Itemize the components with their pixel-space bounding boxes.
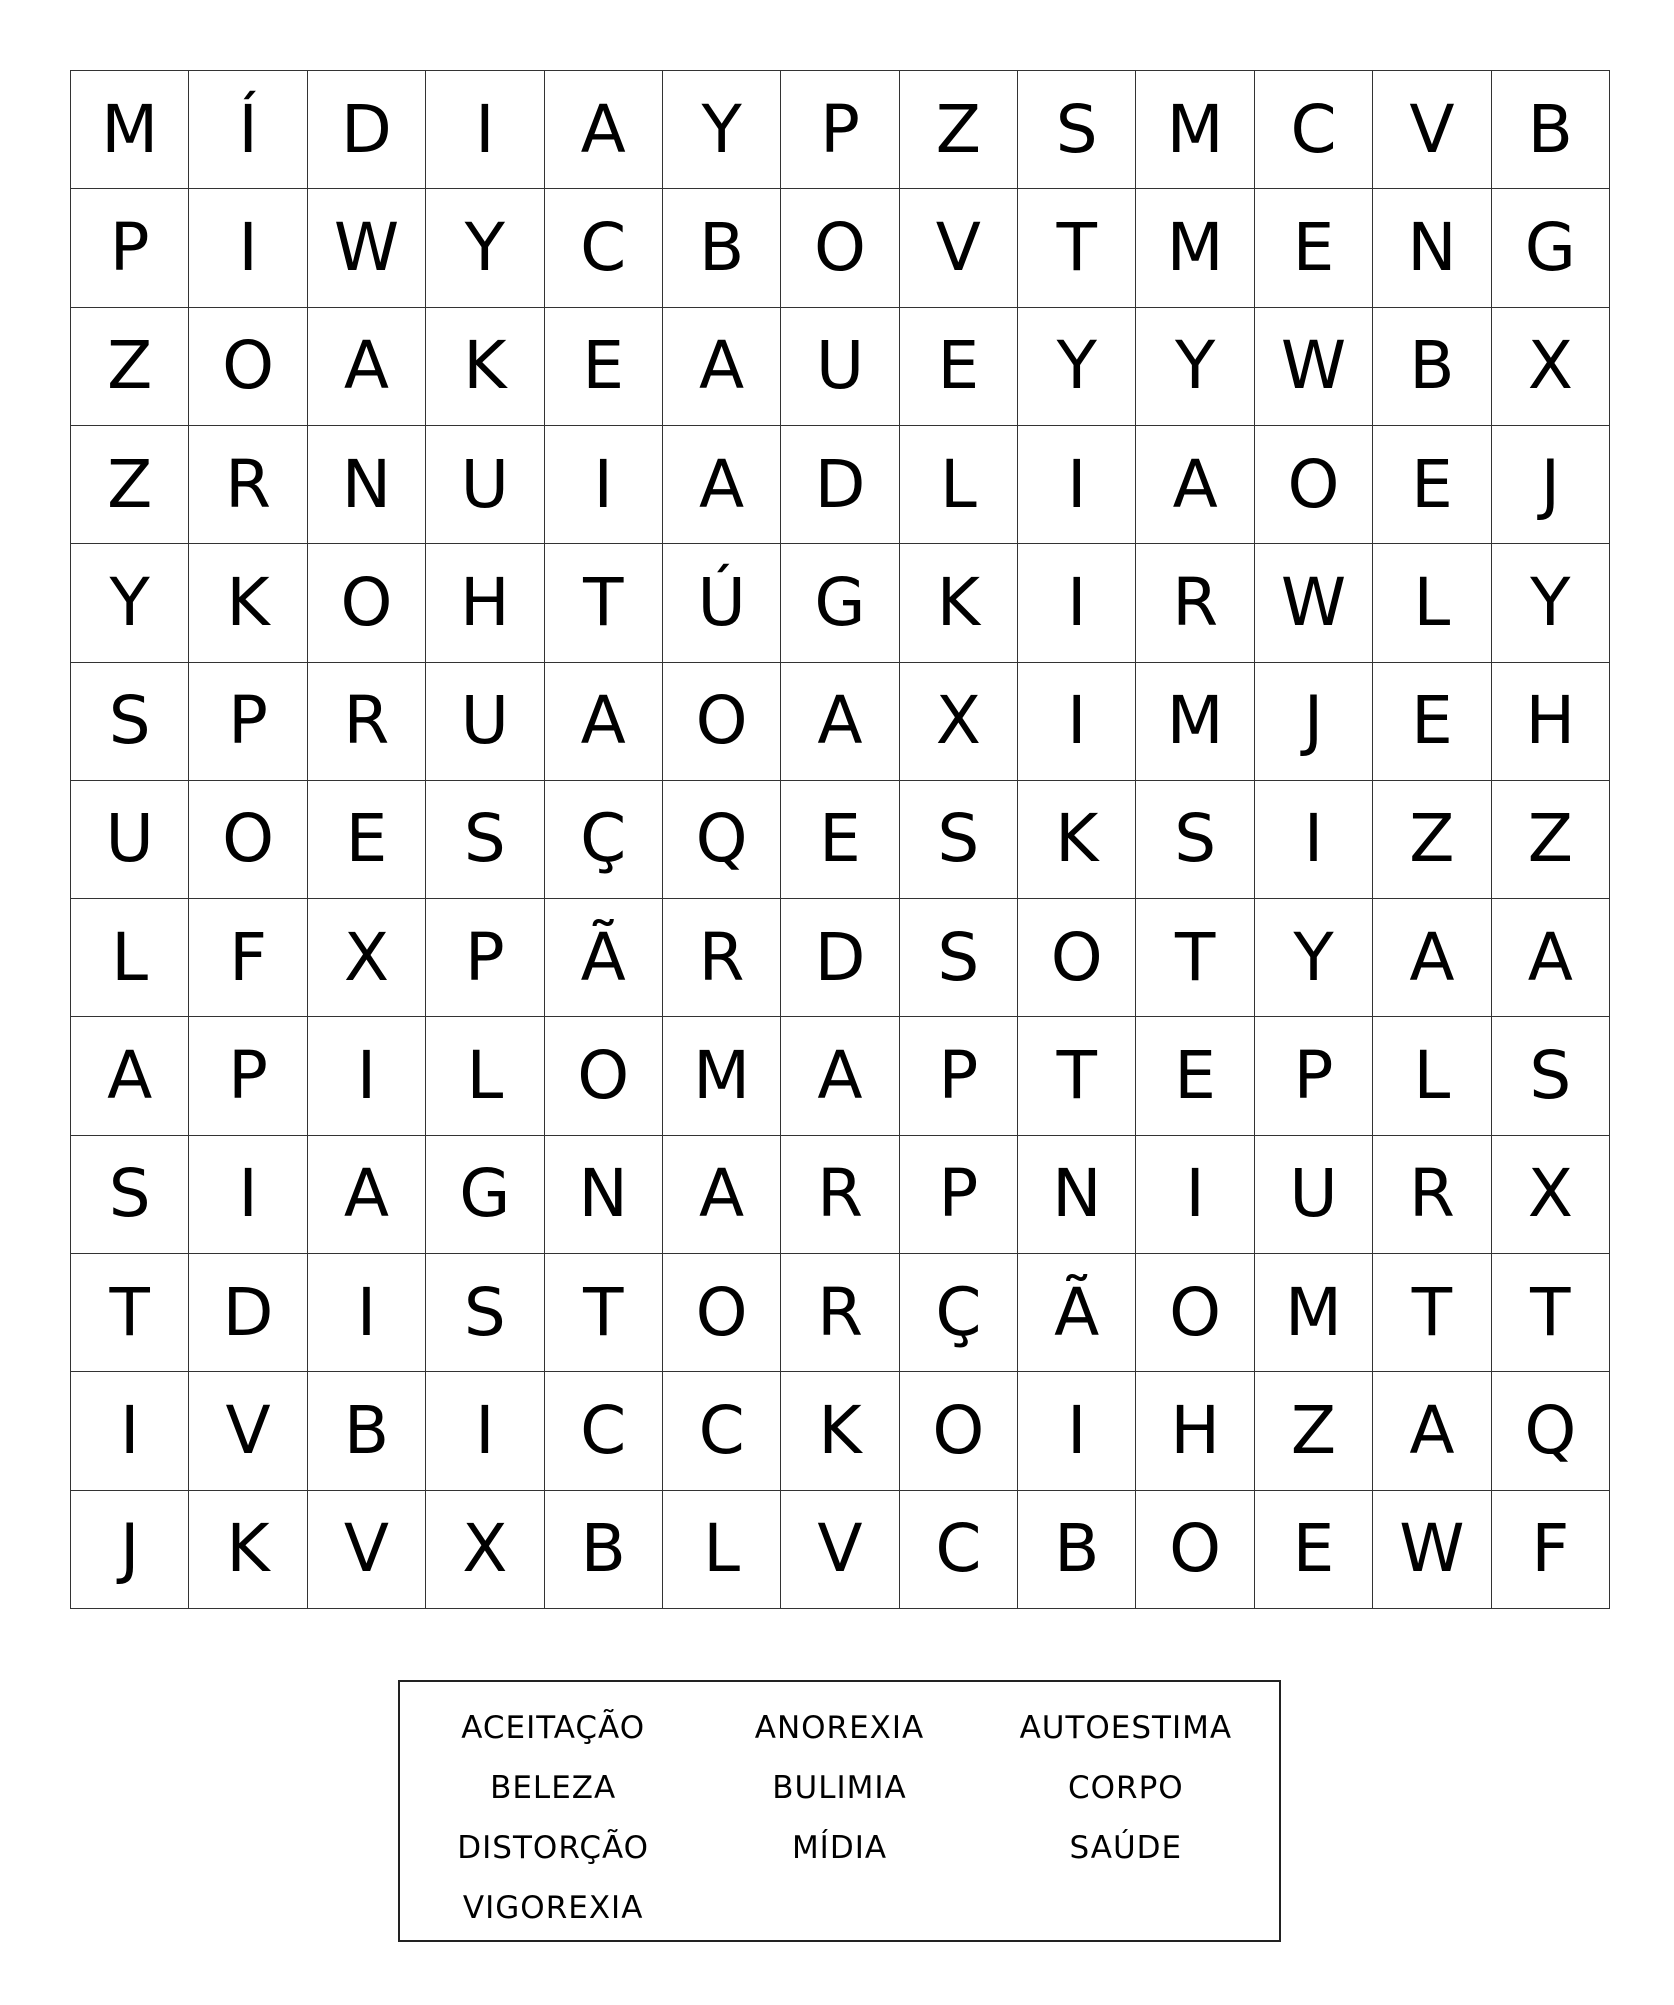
grid-cell[interactable]: A bbox=[663, 426, 781, 544]
grid-cell[interactable]: Z bbox=[1492, 781, 1610, 899]
grid-cell[interactable]: R bbox=[308, 663, 426, 781]
grid-cell[interactable]: C bbox=[1255, 71, 1373, 189]
grid-cell[interactable]: R bbox=[1373, 1136, 1491, 1254]
grid-cell[interactable]: O bbox=[781, 189, 899, 307]
grid-cell[interactable]: R bbox=[781, 1254, 899, 1372]
grid-cell[interactable]: T bbox=[545, 544, 663, 662]
grid-cell[interactable]: W bbox=[308, 189, 426, 307]
grid-cell[interactable]: B bbox=[1018, 1491, 1136, 1609]
grid-cell[interactable]: F bbox=[189, 899, 307, 1017]
grid-cell[interactable]: N bbox=[1373, 189, 1491, 307]
grid-cell[interactable]: M bbox=[1255, 1254, 1373, 1372]
word-list-item: BULIMIA bbox=[772, 1770, 907, 1806]
grid-cell[interactable]: V bbox=[781, 1491, 899, 1609]
grid-cell[interactable]: F bbox=[1492, 1491, 1610, 1609]
grid-cell[interactable]: G bbox=[1492, 189, 1610, 307]
grid-cell[interactable]: Q bbox=[1492, 1372, 1610, 1490]
grid-cell[interactable]: S bbox=[426, 781, 544, 899]
word-list-item: BELEZA bbox=[490, 1770, 617, 1806]
grid-cell[interactable]: O bbox=[1018, 899, 1136, 1017]
grid-cell[interactable]: A bbox=[308, 308, 426, 426]
grid-cell[interactable]: M bbox=[1136, 71, 1254, 189]
grid-cell[interactable]: S bbox=[900, 899, 1018, 1017]
grid-cell[interactable]: A bbox=[545, 663, 663, 781]
grid-cell[interactable]: P bbox=[1255, 1017, 1373, 1135]
word-list bbox=[398, 1680, 1281, 1942]
word-list-item: DISTORÇÃO bbox=[457, 1830, 650, 1866]
grid-cell[interactable]: Y bbox=[1136, 308, 1254, 426]
grid-cell[interactable]: Y bbox=[1492, 544, 1610, 662]
grid-cell[interactable]: Y bbox=[71, 544, 189, 662]
grid-cell[interactable]: B bbox=[1373, 308, 1491, 426]
grid-cell[interactable]: I bbox=[1255, 781, 1373, 899]
grid-cell[interactable]: A bbox=[545, 71, 663, 189]
grid-cell[interactable]: X bbox=[1492, 1136, 1610, 1254]
grid-cell[interactable]: B bbox=[663, 189, 781, 307]
grid-cell[interactable]: Q bbox=[663, 781, 781, 899]
grid-cell[interactable]: I bbox=[308, 1017, 426, 1135]
grid-cell[interactable]: Y bbox=[1018, 308, 1136, 426]
word-list-item: ACEITAÇÃO bbox=[461, 1710, 646, 1746]
grid-cell[interactable]: O bbox=[545, 1017, 663, 1135]
grid-cell[interactable]: Ú bbox=[663, 544, 781, 662]
grid-cell[interactable]: O bbox=[1136, 1491, 1254, 1609]
grid-cell[interactable]: X bbox=[900, 663, 1018, 781]
grid-cell[interactable]: I bbox=[545, 426, 663, 544]
grid-cell[interactable]: A bbox=[663, 308, 781, 426]
grid-cell[interactable]: N bbox=[1018, 1136, 1136, 1254]
grid-cell[interactable]: Ç bbox=[900, 1254, 1018, 1372]
grid-cell[interactable]: I bbox=[1136, 1136, 1254, 1254]
grid-cell[interactable]: D bbox=[781, 426, 899, 544]
grid-cell[interactable]: A bbox=[308, 1136, 426, 1254]
grid-cell[interactable]: E bbox=[308, 781, 426, 899]
grid-cell[interactable]: P bbox=[900, 1017, 1018, 1135]
grid-cell[interactable]: O bbox=[663, 663, 781, 781]
grid-cell[interactable]: T bbox=[71, 1254, 189, 1372]
grid-cell[interactable]: R bbox=[1136, 544, 1254, 662]
grid-cell[interactable]: M bbox=[1136, 663, 1254, 781]
grid-cell[interactable]: I bbox=[71, 1372, 189, 1490]
grid-cell[interactable]: E bbox=[1136, 1017, 1254, 1135]
word-list-item: ANOREXIA bbox=[754, 1710, 925, 1746]
grid-cell[interactable]: O bbox=[189, 781, 307, 899]
grid-cell[interactable]: A bbox=[1373, 1372, 1491, 1490]
grid-cell[interactable]: E bbox=[900, 308, 1018, 426]
grid-cell[interactable]: I bbox=[426, 71, 544, 189]
grid-cell[interactable]: I bbox=[1018, 544, 1136, 662]
grid-cell[interactable]: A bbox=[1492, 899, 1610, 1017]
grid-cell[interactable]: N bbox=[308, 426, 426, 544]
grid-cell[interactable]: S bbox=[1136, 781, 1254, 899]
grid-cell[interactable]: P bbox=[781, 71, 899, 189]
grid-cell[interactable]: T bbox=[1373, 1254, 1491, 1372]
grid-cell[interactable]: O bbox=[663, 1254, 781, 1372]
grid-cell[interactable]: A bbox=[71, 1017, 189, 1135]
grid-cell[interactable]: K bbox=[189, 544, 307, 662]
grid-cell[interactable]: R bbox=[189, 426, 307, 544]
grid-cell[interactable]: S bbox=[1492, 1017, 1610, 1135]
grid-cell[interactable]: M bbox=[71, 71, 189, 189]
grid-cell[interactable]: E bbox=[1373, 663, 1491, 781]
grid-cell[interactable]: H bbox=[1492, 663, 1610, 781]
grid-cell[interactable]: K bbox=[426, 308, 544, 426]
grid-cell[interactable]: I bbox=[426, 1372, 544, 1490]
grid-cell[interactable]: J bbox=[71, 1491, 189, 1609]
grid-cell[interactable]: B bbox=[545, 1491, 663, 1609]
grid-cell[interactable]: O bbox=[1136, 1254, 1254, 1372]
grid-cell[interactable]: L bbox=[1373, 544, 1491, 662]
grid-cell[interactable]: M bbox=[1136, 189, 1254, 307]
grid-cell[interactable]: P bbox=[900, 1136, 1018, 1254]
grid-cell[interactable]: D bbox=[308, 71, 426, 189]
grid-cell[interactable]: X bbox=[308, 899, 426, 1017]
grid-cell[interactable]: P bbox=[189, 663, 307, 781]
grid-cell[interactable]: O bbox=[189, 308, 307, 426]
grid-cell[interactable]: I bbox=[189, 1136, 307, 1254]
grid-cell[interactable]: C bbox=[900, 1491, 1018, 1609]
grid-cell[interactable]: E bbox=[1255, 189, 1373, 307]
grid-cell[interactable]: T bbox=[1018, 1017, 1136, 1135]
grid-cell[interactable]: H bbox=[1136, 1372, 1254, 1490]
grid-cell[interactable]: E bbox=[781, 781, 899, 899]
word-search-grid bbox=[70, 70, 1610, 1609]
grid-cell[interactable]: W bbox=[1255, 308, 1373, 426]
grid-cell[interactable]: B bbox=[1492, 71, 1610, 189]
grid-cell[interactable]: T bbox=[1018, 189, 1136, 307]
grid-cell[interactable]: Z bbox=[1255, 1372, 1373, 1490]
grid-cell[interactable]: U bbox=[1255, 1136, 1373, 1254]
grid-cell[interactable]: A bbox=[1136, 426, 1254, 544]
grid-cell[interactable]: I bbox=[189, 189, 307, 307]
grid-cell[interactable]: B bbox=[308, 1372, 426, 1490]
grid-cell[interactable]: S bbox=[71, 1136, 189, 1254]
grid-cell[interactable]: Ã bbox=[1018, 1254, 1136, 1372]
grid-cell[interactable]: U bbox=[781, 308, 899, 426]
grid-cell[interactable]: U bbox=[71, 781, 189, 899]
grid-cell[interactable]: J bbox=[1492, 426, 1610, 544]
grid-cell[interactable]: U bbox=[426, 426, 544, 544]
grid-cell[interactable]: C bbox=[663, 1372, 781, 1490]
grid-cell[interactable]: A bbox=[781, 1017, 899, 1135]
grid-cell[interactable]: T bbox=[545, 1254, 663, 1372]
grid-cell[interactable]: M bbox=[663, 1017, 781, 1135]
grid-cell[interactable]: A bbox=[781, 663, 899, 781]
grid-cell[interactable]: K bbox=[1018, 781, 1136, 899]
grid-cell[interactable]: V bbox=[308, 1491, 426, 1609]
grid-cell[interactable]: L bbox=[900, 426, 1018, 544]
grid-cell[interactable]: K bbox=[189, 1491, 307, 1609]
grid-cell[interactable]: V bbox=[189, 1372, 307, 1490]
grid-cell[interactable]: E bbox=[1373, 426, 1491, 544]
grid-cell[interactable]: P bbox=[71, 189, 189, 307]
grid-cell[interactable]: I bbox=[308, 1254, 426, 1372]
word-list-item: SAÚDE bbox=[1069, 1830, 1183, 1866]
grid-cell[interactable]: J bbox=[1255, 663, 1373, 781]
grid-cell[interactable]: Í bbox=[189, 71, 307, 189]
grid-cell[interactable]: Z bbox=[900, 71, 1018, 189]
grid-cell[interactable]: S bbox=[900, 781, 1018, 899]
grid-cell[interactable]: O bbox=[308, 544, 426, 662]
grid-cell[interactable]: O bbox=[1255, 426, 1373, 544]
grid-cell[interactable]: G bbox=[781, 544, 899, 662]
grid-cell[interactable]: L bbox=[71, 899, 189, 1017]
grid-cell[interactable]: L bbox=[1373, 1017, 1491, 1135]
grid-cell[interactable]: H bbox=[426, 544, 544, 662]
grid-cell[interactable]: Ç bbox=[545, 781, 663, 899]
grid-cell[interactable]: I bbox=[1018, 426, 1136, 544]
grid-cell[interactable]: L bbox=[663, 1491, 781, 1609]
grid-cell[interactable]: K bbox=[900, 544, 1018, 662]
word-list-item: MÍDIA bbox=[791, 1830, 888, 1866]
grid-cell[interactable]: S bbox=[1018, 71, 1136, 189]
word-list-item: CORPO bbox=[1067, 1770, 1184, 1806]
grid-cell[interactable]: A bbox=[1373, 899, 1491, 1017]
grid-cell[interactable]: U bbox=[426, 663, 544, 781]
grid-cell[interactable]: E bbox=[545, 308, 663, 426]
grid-cell[interactable]: O bbox=[900, 1372, 1018, 1490]
word-list-item: AUTOESTIMA bbox=[1019, 1710, 1233, 1746]
grid-cell[interactable]: I bbox=[1018, 663, 1136, 781]
grid-cell[interactable]: C bbox=[545, 189, 663, 307]
grid-cell[interactable]: G bbox=[426, 1136, 544, 1254]
grid-cell[interactable]: I bbox=[1018, 1372, 1136, 1490]
grid-cell[interactable]: K bbox=[781, 1372, 899, 1490]
grid-cell[interactable]: X bbox=[426, 1491, 544, 1609]
grid-cell[interactable]: V bbox=[1373, 71, 1491, 189]
grid-cell[interactable]: T bbox=[1492, 1254, 1610, 1372]
grid-cell[interactable]: Y bbox=[663, 71, 781, 189]
grid-cell[interactable]: T bbox=[1136, 899, 1254, 1017]
word-list-item: VIGOREXIA bbox=[462, 1890, 644, 1926]
grid-cell[interactable]: A bbox=[663, 1136, 781, 1254]
grid-cell[interactable]: L bbox=[426, 1017, 544, 1135]
grid-cell[interactable]: D bbox=[189, 1254, 307, 1372]
grid-cell[interactable]: S bbox=[71, 663, 189, 781]
grid-cell[interactable]: P bbox=[426, 899, 544, 1017]
grid-cell[interactable]: W bbox=[1373, 1491, 1491, 1609]
grid-cell[interactable]: Z bbox=[1373, 781, 1491, 899]
grid-cell[interactable]: Y bbox=[1255, 899, 1373, 1017]
grid-cell[interactable]: D bbox=[781, 899, 899, 1017]
grid-cell[interactable]: Z bbox=[71, 426, 189, 544]
grid-cell[interactable]: X bbox=[1492, 308, 1610, 426]
grid-cell[interactable]: R bbox=[781, 1136, 899, 1254]
grid-cell[interactable]: S bbox=[426, 1254, 544, 1372]
grid-cell[interactable]: N bbox=[545, 1136, 663, 1254]
grid-cell[interactable]: E bbox=[1255, 1491, 1373, 1609]
grid-cell[interactable]: R bbox=[663, 899, 781, 1017]
grid-cell[interactable]: V bbox=[900, 189, 1018, 307]
grid-cell[interactable]: Y bbox=[426, 189, 544, 307]
grid-cell[interactable]: C bbox=[545, 1372, 663, 1490]
grid-cell[interactable]: P bbox=[189, 1017, 307, 1135]
grid-cell[interactable]: Ã bbox=[545, 899, 663, 1017]
grid-cell[interactable]: Z bbox=[71, 308, 189, 426]
grid-cell[interactable]: W bbox=[1255, 544, 1373, 662]
